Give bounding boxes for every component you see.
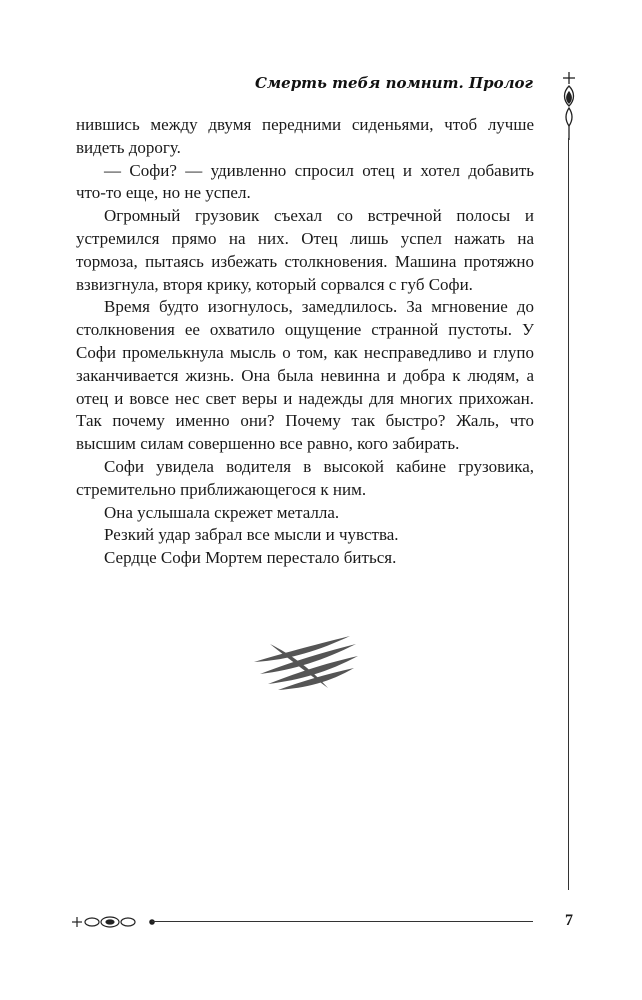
vertical-rule: [568, 138, 569, 890]
paragraph: Сердце Софи Мортем перестало биться.: [104, 548, 397, 568]
paragraph: Она услышала скрежет металла.: [104, 502, 340, 522]
claw-scratch-icon: [250, 632, 360, 692]
paragraph: — Софи? — удивленно спросил отец и хотел добавить что-то еще, но не успел.: [76, 160, 534, 203]
page-number: 7: [565, 912, 573, 929]
paragraph: нившись между двумя передними сиденьями, чтоб лучше видеть дорогу.: [76, 115, 534, 157]
paragraph: Резкий удар забрал все мысли и чувства.: [104, 525, 399, 545]
cross-ornament-icon: [555, 70, 583, 140]
paragraph: Время будто изогнулось, замедлилось. За мгновение до столкновения ее охватило ощущение странной пустоты. У Софи промелькнула мысль о том, как несправедливо и глупо заканчивается жизнь. Она была невинна и добра к людям, а отец и вовсе нес свет веры и надежды для многих прихожан. Так почему именно они? Почему так быстро? Жаль, что высшим силам совершенно все равно, кого забирать.: [76, 297, 534, 454]
body-text: [76, 114, 534, 570]
paragraph: Огромный грузовик съехал со встречной полосы и устремился прямо на них. Отец лишь успел нажать на тормоза, пытаясь избежать столкновения. Машина протяжно взвизгнула, вторя крику, который сорвался с губ Софи.: [76, 206, 534, 294]
running-header: Смерть тебя помнит. Пролог: [254, 74, 533, 92]
scroll-ornament-icon: [70, 912, 160, 932]
paragraph: Софи увидела водителя в высокой кабине грузовика, стремительно приближающегося к ним.: [76, 456, 534, 499]
footer-rule: [152, 921, 533, 922]
